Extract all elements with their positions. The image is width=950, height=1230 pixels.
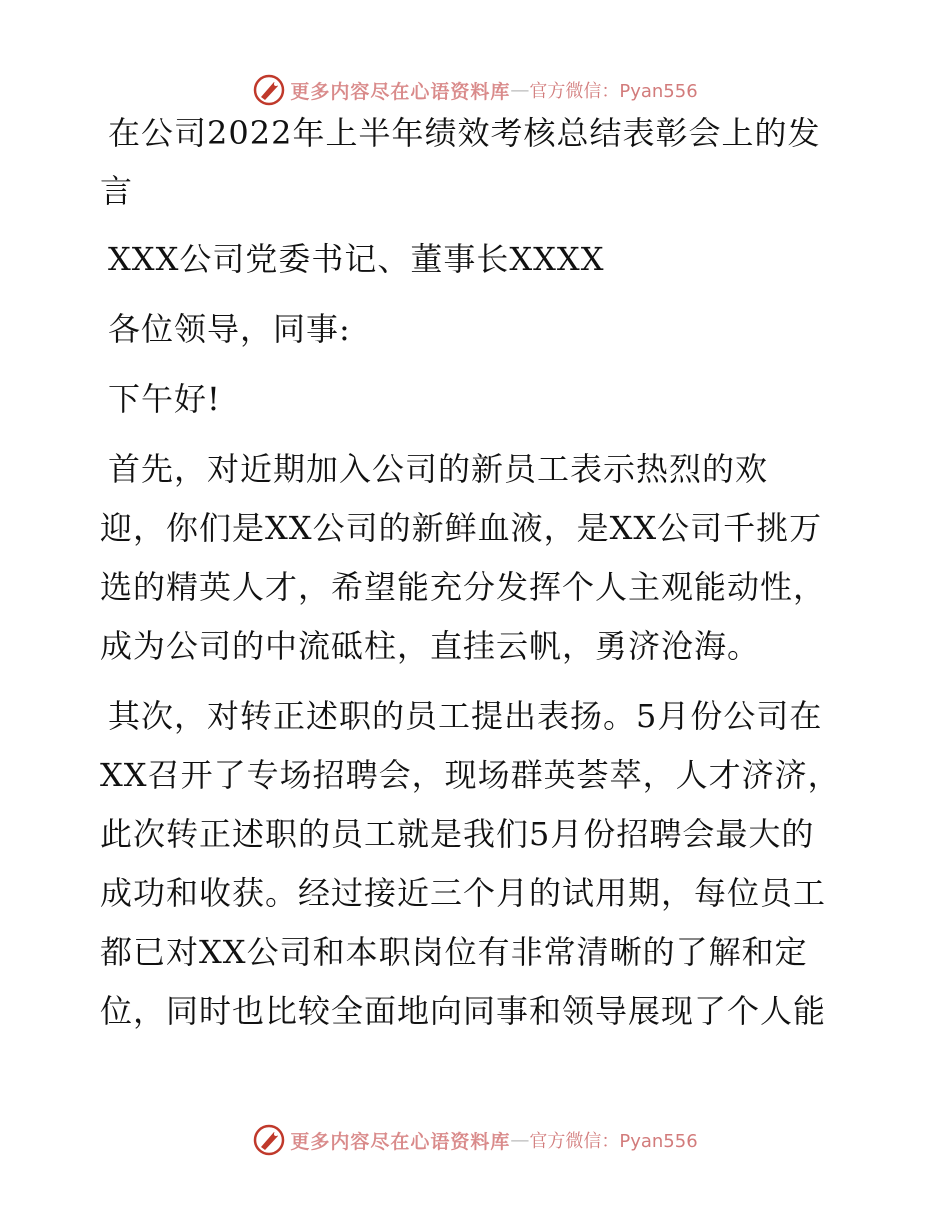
watermark-separator: — xyxy=(510,1129,530,1151)
paragraph-line: 成功和收获。经过接近三个月的试用期，每位员工 xyxy=(100,874,827,912)
watermark-text: 更多内容尽在心语资料库 xyxy=(290,1130,511,1153)
paragraph-line: XX召开了专场招聘会，现场群英荟萃，人才济济， xyxy=(100,756,841,794)
byline: XXX公司党委书记、董事长XXXX xyxy=(108,240,605,278)
watermark-wechat: 官方微信：Pyan556 xyxy=(529,1131,698,1152)
paragraph-line: 此次转正述职的员工就是我们5月份招聘会最大的 xyxy=(100,815,815,853)
document-title xyxy=(100,115,860,209)
watermark-header xyxy=(0,70,950,110)
salutation-block xyxy=(100,311,860,347)
watermark-wechat: 官方微信：Pyan556 xyxy=(529,81,698,102)
watermark-text: 更多内容尽在心语资料库 xyxy=(290,80,511,103)
paragraph-line: 都已对XX公司和本职岗位有非常清晰的了解和定 xyxy=(100,933,808,971)
paragraph-line: 其次，对转正述职的员工提出表扬。5月份公司在 xyxy=(108,697,823,735)
watermark-separator: — xyxy=(510,79,530,101)
document-body xyxy=(100,115,860,1063)
paragraph-line: 迎，你们是XX公司的新鲜血液，是XX公司千挑万 xyxy=(100,509,823,547)
title-line: 在公司2022年上半年绩效考核总结表彰会上的发 xyxy=(108,114,821,152)
paragraph-line: 首先，对近期加入公司的新员工表示热烈的欢 xyxy=(108,450,769,488)
byline-block xyxy=(100,241,860,277)
greeting: 下午好! xyxy=(108,380,221,418)
title-line: 言 xyxy=(100,172,134,210)
paragraph-2 xyxy=(100,698,860,1029)
paragraph-line: 成为公司的中流砥柱，直挂云帆，勇济沧海。 xyxy=(100,627,761,665)
watermark-footer xyxy=(0,1120,950,1160)
greeting-block xyxy=(100,381,860,417)
pen-logo-icon xyxy=(252,1123,286,1157)
paragraph-line: 位，同时也比较全面地向同事和领导展现了个人能 xyxy=(100,992,827,1030)
paragraph-line: 选的精英人才，希望能充分发挥个人主观能动性， xyxy=(100,568,827,606)
salutation: 各位领导，同事: xyxy=(108,310,351,348)
pen-logo-icon xyxy=(252,73,286,107)
paragraph-1 xyxy=(100,451,860,664)
